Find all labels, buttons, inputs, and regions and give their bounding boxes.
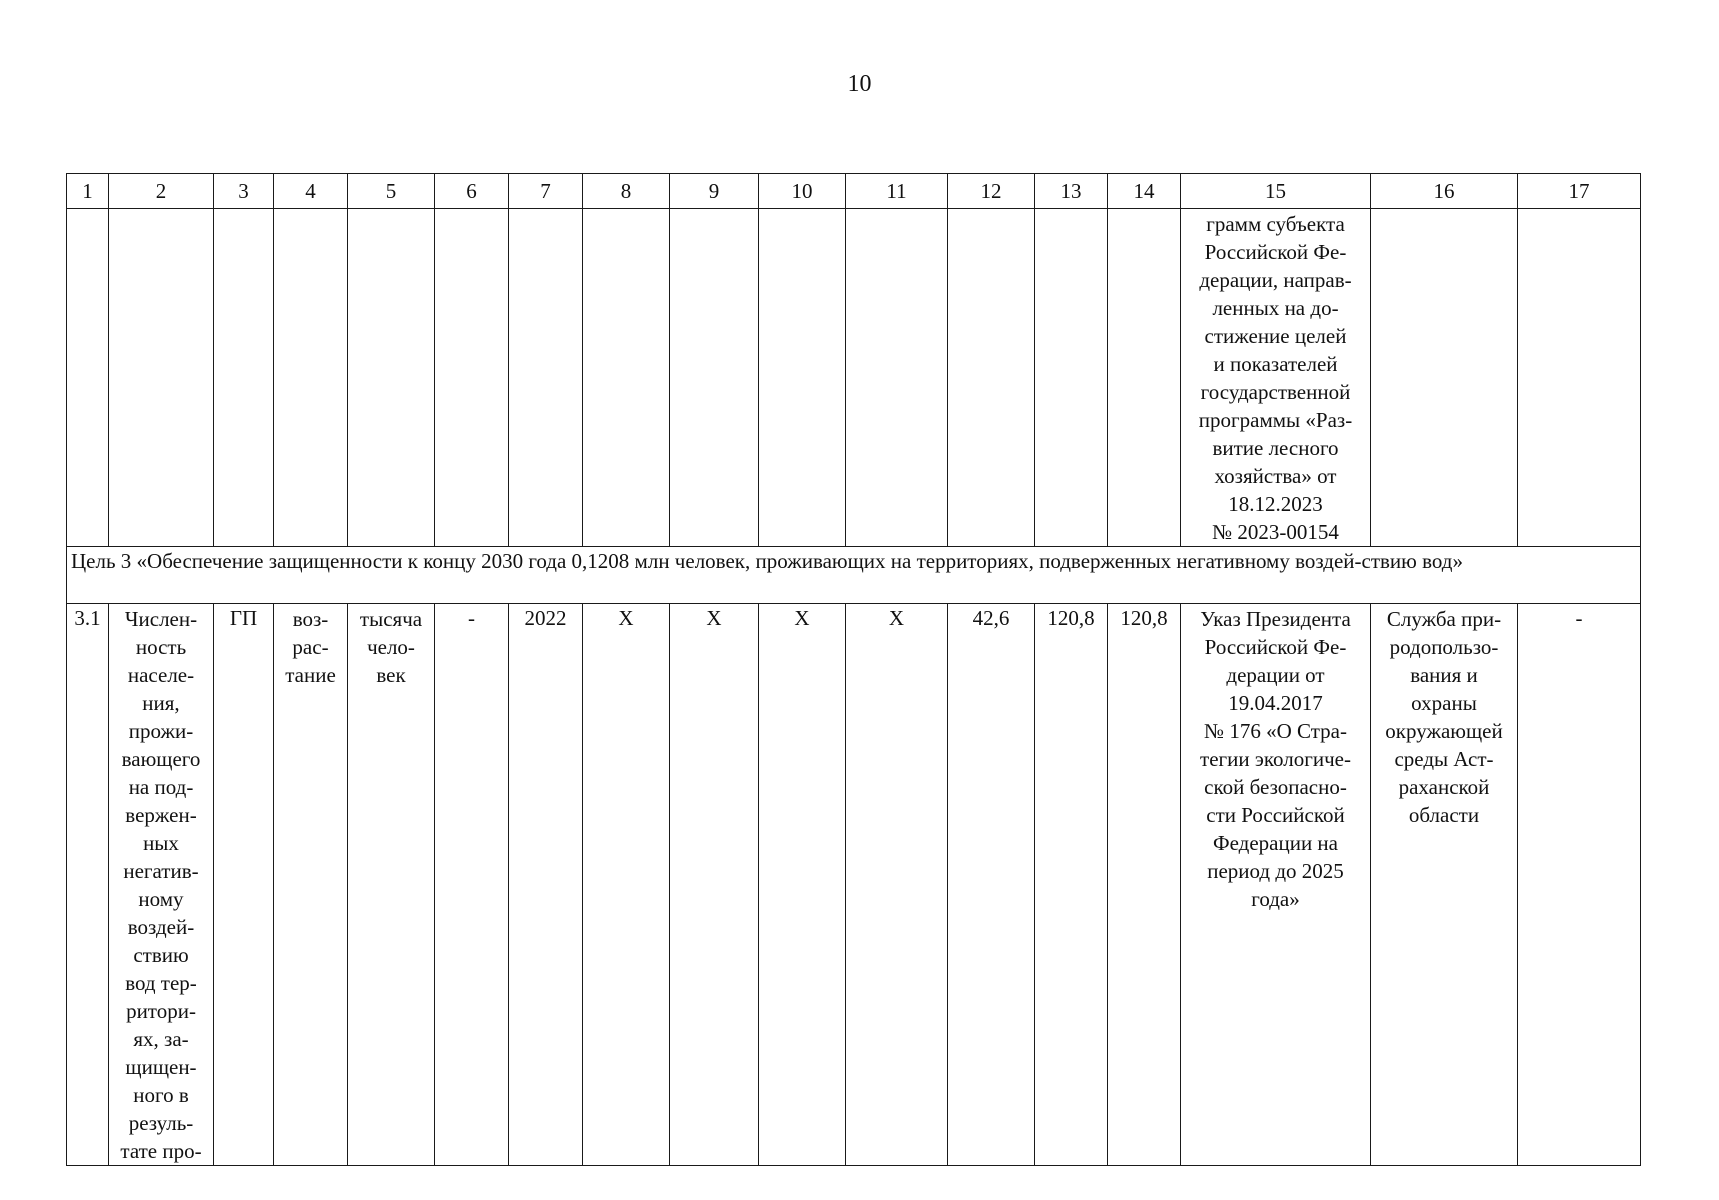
column-header: 6 xyxy=(435,174,509,209)
indicator-value: 120,8 xyxy=(1035,604,1108,1166)
indicator-base-year: 2022 xyxy=(509,604,583,1166)
column-header: 11 xyxy=(846,174,948,209)
responsible-authority: Служба при- родопользо- вания и охраны окружающей среды Аст- раханской области xyxy=(1371,604,1518,1166)
column-header: 10 xyxy=(759,174,846,209)
empty-cell xyxy=(435,209,509,547)
empty-cell xyxy=(67,209,109,547)
column-header: 4 xyxy=(274,174,348,209)
empty-cell xyxy=(948,209,1035,547)
empty-cell xyxy=(759,209,846,547)
empty-cell xyxy=(214,209,274,547)
indicator-value: X xyxy=(583,604,670,1166)
indicator-unit: тысяча чело- век xyxy=(348,604,435,1166)
indicator-value: 120,8 xyxy=(1108,604,1181,1166)
column-header: 5 xyxy=(348,174,435,209)
empty-cell xyxy=(109,209,214,547)
indicators-table xyxy=(66,173,1641,1166)
empty-cell xyxy=(509,209,583,547)
column-header: 7 xyxy=(509,174,583,209)
indicator-name: Числен- ность населе- ния, прожи- вающего на под- вержен- ных негатив- ному воздей- ствию вод тер- ритори- ях, за- щищен- ного в резуль- тате про- xyxy=(109,604,214,1166)
empty-cell xyxy=(846,209,948,547)
indicator-base-value: - xyxy=(435,604,509,1166)
empty-cell xyxy=(670,209,759,547)
basis-document-cell: Указ Президента Российской Фе- дерации от 19.04.2017 № 176 «О Стра- тегии экологиче- ской безопасно- сти Российской Федерации на период до 2025 года» xyxy=(1181,604,1371,1166)
indicator-trend: воз- рас- тание xyxy=(274,604,348,1166)
column-header: 16 xyxy=(1371,174,1518,209)
indicator-value: X xyxy=(759,604,846,1166)
empty-cell xyxy=(1518,209,1641,547)
column-header: 17 xyxy=(1518,174,1641,209)
indicator-row xyxy=(67,604,1641,1166)
column-header: 15 xyxy=(1181,174,1371,209)
goal-title: Цель 3 «Обеспечение защищенности к концу 2030 года 0,1208 млн человек, проживающих на территориях, подверженных негативному воздей-ствию вод» xyxy=(67,547,1641,604)
indicator-number: 3.1 xyxy=(67,604,109,1166)
empty-cell xyxy=(583,209,670,547)
related-indicators: - xyxy=(1518,604,1641,1166)
empty-cell xyxy=(1108,209,1181,547)
column-header: 9 xyxy=(670,174,759,209)
empty-cell xyxy=(348,209,435,547)
column-header: 12 xyxy=(948,174,1035,209)
goal-row xyxy=(67,547,1641,604)
continuation-row xyxy=(67,209,1641,547)
indicator-value: X xyxy=(670,604,759,1166)
indicator-value: 42,6 xyxy=(948,604,1035,1166)
column-header: 14 xyxy=(1108,174,1181,209)
empty-cell xyxy=(1035,209,1108,547)
column-number-row xyxy=(67,174,1641,209)
column-header: 1 xyxy=(67,174,109,209)
page-number: 10 xyxy=(847,71,872,97)
indicator-level: ГП xyxy=(214,604,274,1166)
empty-cell xyxy=(274,209,348,547)
column-header: 13 xyxy=(1035,174,1108,209)
indicator-value: X xyxy=(846,604,948,1166)
column-header: 3 xyxy=(214,174,274,209)
basis-document-cell: грамм субъекта Российской Фе- дерации, направ- ленных на до- стижение целей и показателей государственной программы «Раз- витие лесного хозяйства» от 18.12.2023 № 2023-00154 xyxy=(1181,209,1371,547)
column-header: 8 xyxy=(583,174,670,209)
column-header: 2 xyxy=(109,174,214,209)
empty-cell xyxy=(1371,209,1518,547)
